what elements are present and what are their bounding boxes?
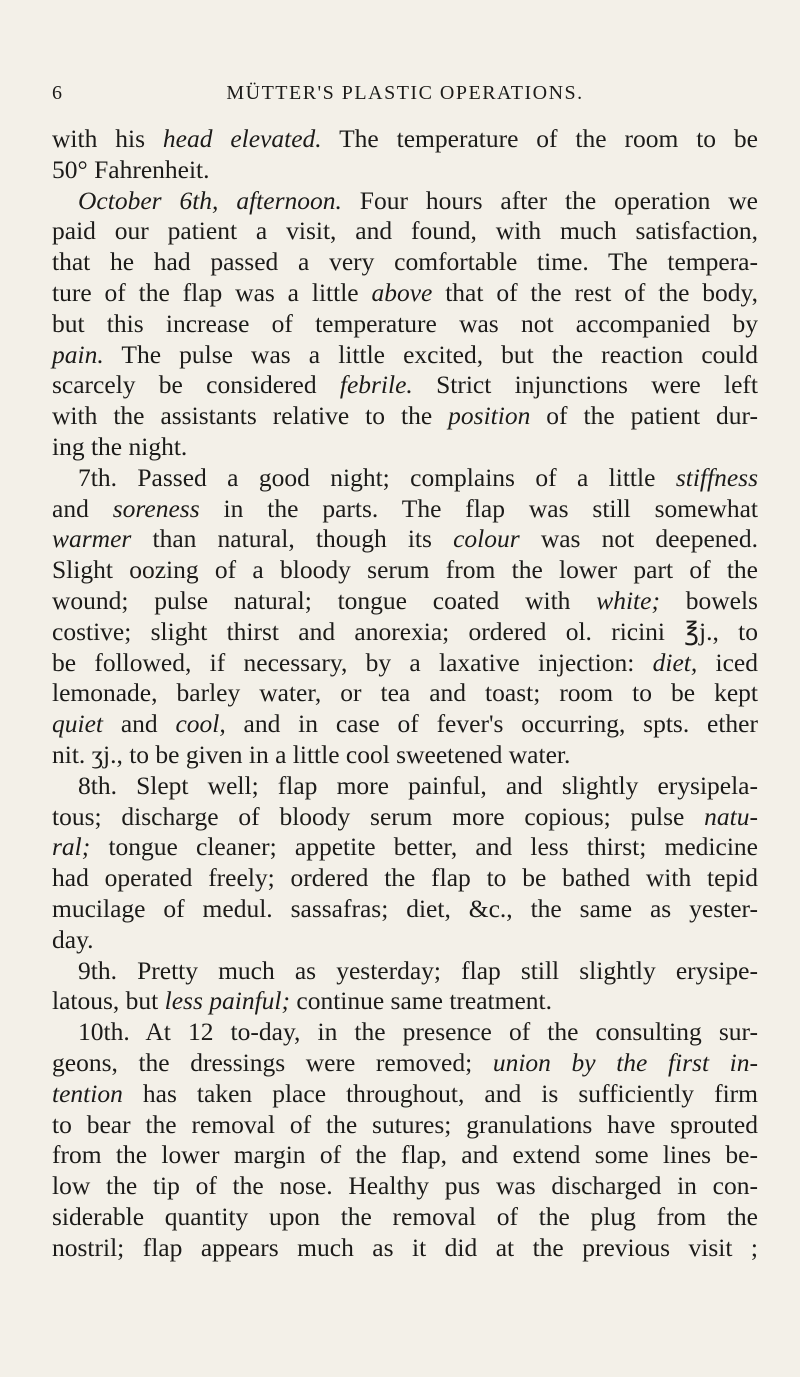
text-line	[52, 1171, 758, 1202]
text-run: that of the rest of the body,	[432, 277, 758, 307]
text-run: 8th. Slept well; flap more painful, and slightly erysipela-	[78, 770, 758, 800]
text-line	[52, 186, 758, 217]
text-line	[52, 432, 758, 463]
text-run: with the assistants relative to the	[52, 401, 449, 431]
text-line	[52, 370, 758, 401]
text-line	[52, 863, 758, 894]
text-run: in the parts. The flap was still somewhat	[199, 493, 758, 523]
text-run: continue same treatment.	[290, 986, 552, 1016]
text-run: Slight oozing of a bloody serum from the lower part of the	[52, 555, 758, 585]
text-run: Four hours after the operation we	[341, 185, 759, 215]
text-line	[52, 986, 758, 1017]
text-run: has taken place throughout, and is sufficiently firm	[122, 1078, 758, 1108]
text-line	[52, 894, 758, 925]
text-line	[52, 648, 758, 679]
text-run: costive; slight thirst and anorexia; ordered ol. ricini ℥j., to	[52, 616, 758, 646]
text-line	[52, 802, 758, 833]
running-title: MÜTTER'S PLASTIC OPERATIONS.	[226, 82, 584, 104]
text-run: 7th. Passed a good night; complains of a little	[78, 462, 676, 492]
italic-run: colour	[453, 524, 520, 554]
text-line	[52, 524, 758, 555]
text-run: was not deepened.	[519, 524, 759, 554]
italic-run: quiet	[52, 709, 103, 739]
italic-run: ral;	[52, 832, 91, 862]
text-line	[52, 1202, 758, 1233]
text-line	[52, 1079, 758, 1110]
italic-run: white;	[596, 585, 660, 615]
text-run: 50° Fahrenheit.	[52, 154, 210, 184]
text-run: low the tip of the nose. Healthy pus was discharged in con-	[52, 1171, 758, 1201]
text-line	[52, 832, 758, 863]
text-run: paid our patient a visit, and found, with much satisfaction,	[52, 216, 758, 246]
text-line	[52, 956, 758, 987]
text-run: bowels	[659, 585, 758, 615]
text-line	[52, 1233, 758, 1264]
text-run: and	[52, 493, 113, 523]
italic-run: cool,	[175, 709, 226, 739]
text-run: latous, but	[52, 986, 165, 1016]
italic-run: pain.	[52, 339, 104, 369]
text-run: be followed, if necessary, by a laxative injection:	[52, 647, 653, 677]
text-line	[52, 494, 758, 525]
text-line	[52, 1017, 758, 1048]
italic-run: tention	[52, 1078, 123, 1108]
text-line	[52, 278, 758, 309]
text-run: had operated freely; ordered the flap to be bathed with tepid	[52, 863, 758, 893]
text-run: tous; discharge of bloody serum more copious; pulse	[52, 801, 705, 831]
text-run: ing the night.	[52, 431, 188, 461]
italic-run: warmer	[52, 524, 132, 554]
text-run: wound; pulse natural; tongue coated with	[52, 585, 597, 615]
text-line	[52, 401, 758, 432]
text-run: with his	[52, 124, 163, 153]
page-number: 6	[52, 82, 63, 104]
text-line	[52, 586, 758, 617]
text-run: iced	[697, 647, 758, 677]
italic-run: stiffness	[675, 462, 758, 492]
text-run: The pulse was a little excited, but the reaction could	[103, 339, 758, 369]
italic-run: febrile.	[339, 370, 413, 400]
text-run: and	[103, 709, 176, 739]
text-run: nostril; flap appears much as it did at the previous visit ;	[52, 1232, 758, 1262]
text-run	[162, 186, 180, 215]
text-line	[52, 678, 758, 709]
text-run: to bear the removal of the sutures; granulations have sprouted	[52, 1109, 758, 1139]
text-line	[52, 124, 758, 155]
text-run: geons, the dressings were removed;	[52, 1047, 493, 1077]
italic-run: less painful;	[164, 986, 290, 1016]
text-line	[52, 1048, 758, 1079]
italic-run: diet,	[652, 647, 698, 677]
text-line	[52, 617, 758, 648]
text-line	[52, 740, 758, 771]
italic-run: head elevated.	[162, 124, 322, 153]
text-run: mucilage of medul. sassafras; diet, &c., the same as yester-	[52, 893, 758, 923]
text-line	[52, 925, 758, 956]
text-line	[52, 1110, 758, 1141]
text-run: nit. ʒj., to be given in a little cool sweetened water.	[52, 739, 571, 769]
italic-run: union by the first in-	[492, 1047, 758, 1077]
text-line	[52, 155, 758, 186]
italic-run: natu-	[704, 801, 758, 831]
italic-run: 6th, afternoon.	[179, 185, 342, 215]
text-run: day.	[52, 924, 94, 954]
text-run: and in case of fever's occurring, spts. ether	[225, 709, 758, 739]
running-head	[52, 82, 758, 114]
italic-run: soreness	[112, 493, 200, 523]
text-run: of the patient dur-	[530, 401, 758, 431]
italic-run: position	[448, 401, 531, 431]
text-line	[52, 247, 758, 278]
text-run: tongue cleaner; appetite better, and less thirst; medicine	[90, 832, 758, 862]
text-run: scarcely be considered	[52, 370, 340, 400]
body-text	[52, 124, 758, 1263]
text-run: lemonade, barley water, or tea and toast; room to be kept	[52, 678, 758, 708]
text-run: 10th. At 12 to-day, in the presence of the consulting sur-	[78, 1017, 758, 1047]
italic-run: October	[78, 185, 162, 215]
text-line	[52, 340, 758, 371]
text-run: The temperature of the room to be	[321, 124, 758, 153]
text-line	[52, 216, 758, 247]
text-line	[52, 555, 758, 586]
text-run: but this increase of temperature was not accompanied by	[52, 308, 758, 338]
text-run: Strict injunctions were left	[412, 370, 758, 400]
text-line	[52, 1140, 758, 1171]
text-run: that he had passed a very comfortable time. The tempera-	[52, 247, 758, 277]
text-line	[52, 709, 758, 740]
text-line	[52, 771, 758, 802]
text-run: siderable quantity upon the removal of the plug from the	[52, 1201, 758, 1231]
text-run: than natural, though its	[131, 524, 454, 554]
text-run: from the lower margin of the flap, and extend some lines be-	[52, 1140, 758, 1170]
text-run: ture of the flap was a little	[52, 277, 372, 307]
text-line	[52, 463, 758, 494]
text-run: 9th. Pretty much as yesterday; flap still slightly erysipe-	[78, 955, 758, 985]
italic-run: above	[371, 277, 433, 307]
text-line	[52, 309, 758, 340]
